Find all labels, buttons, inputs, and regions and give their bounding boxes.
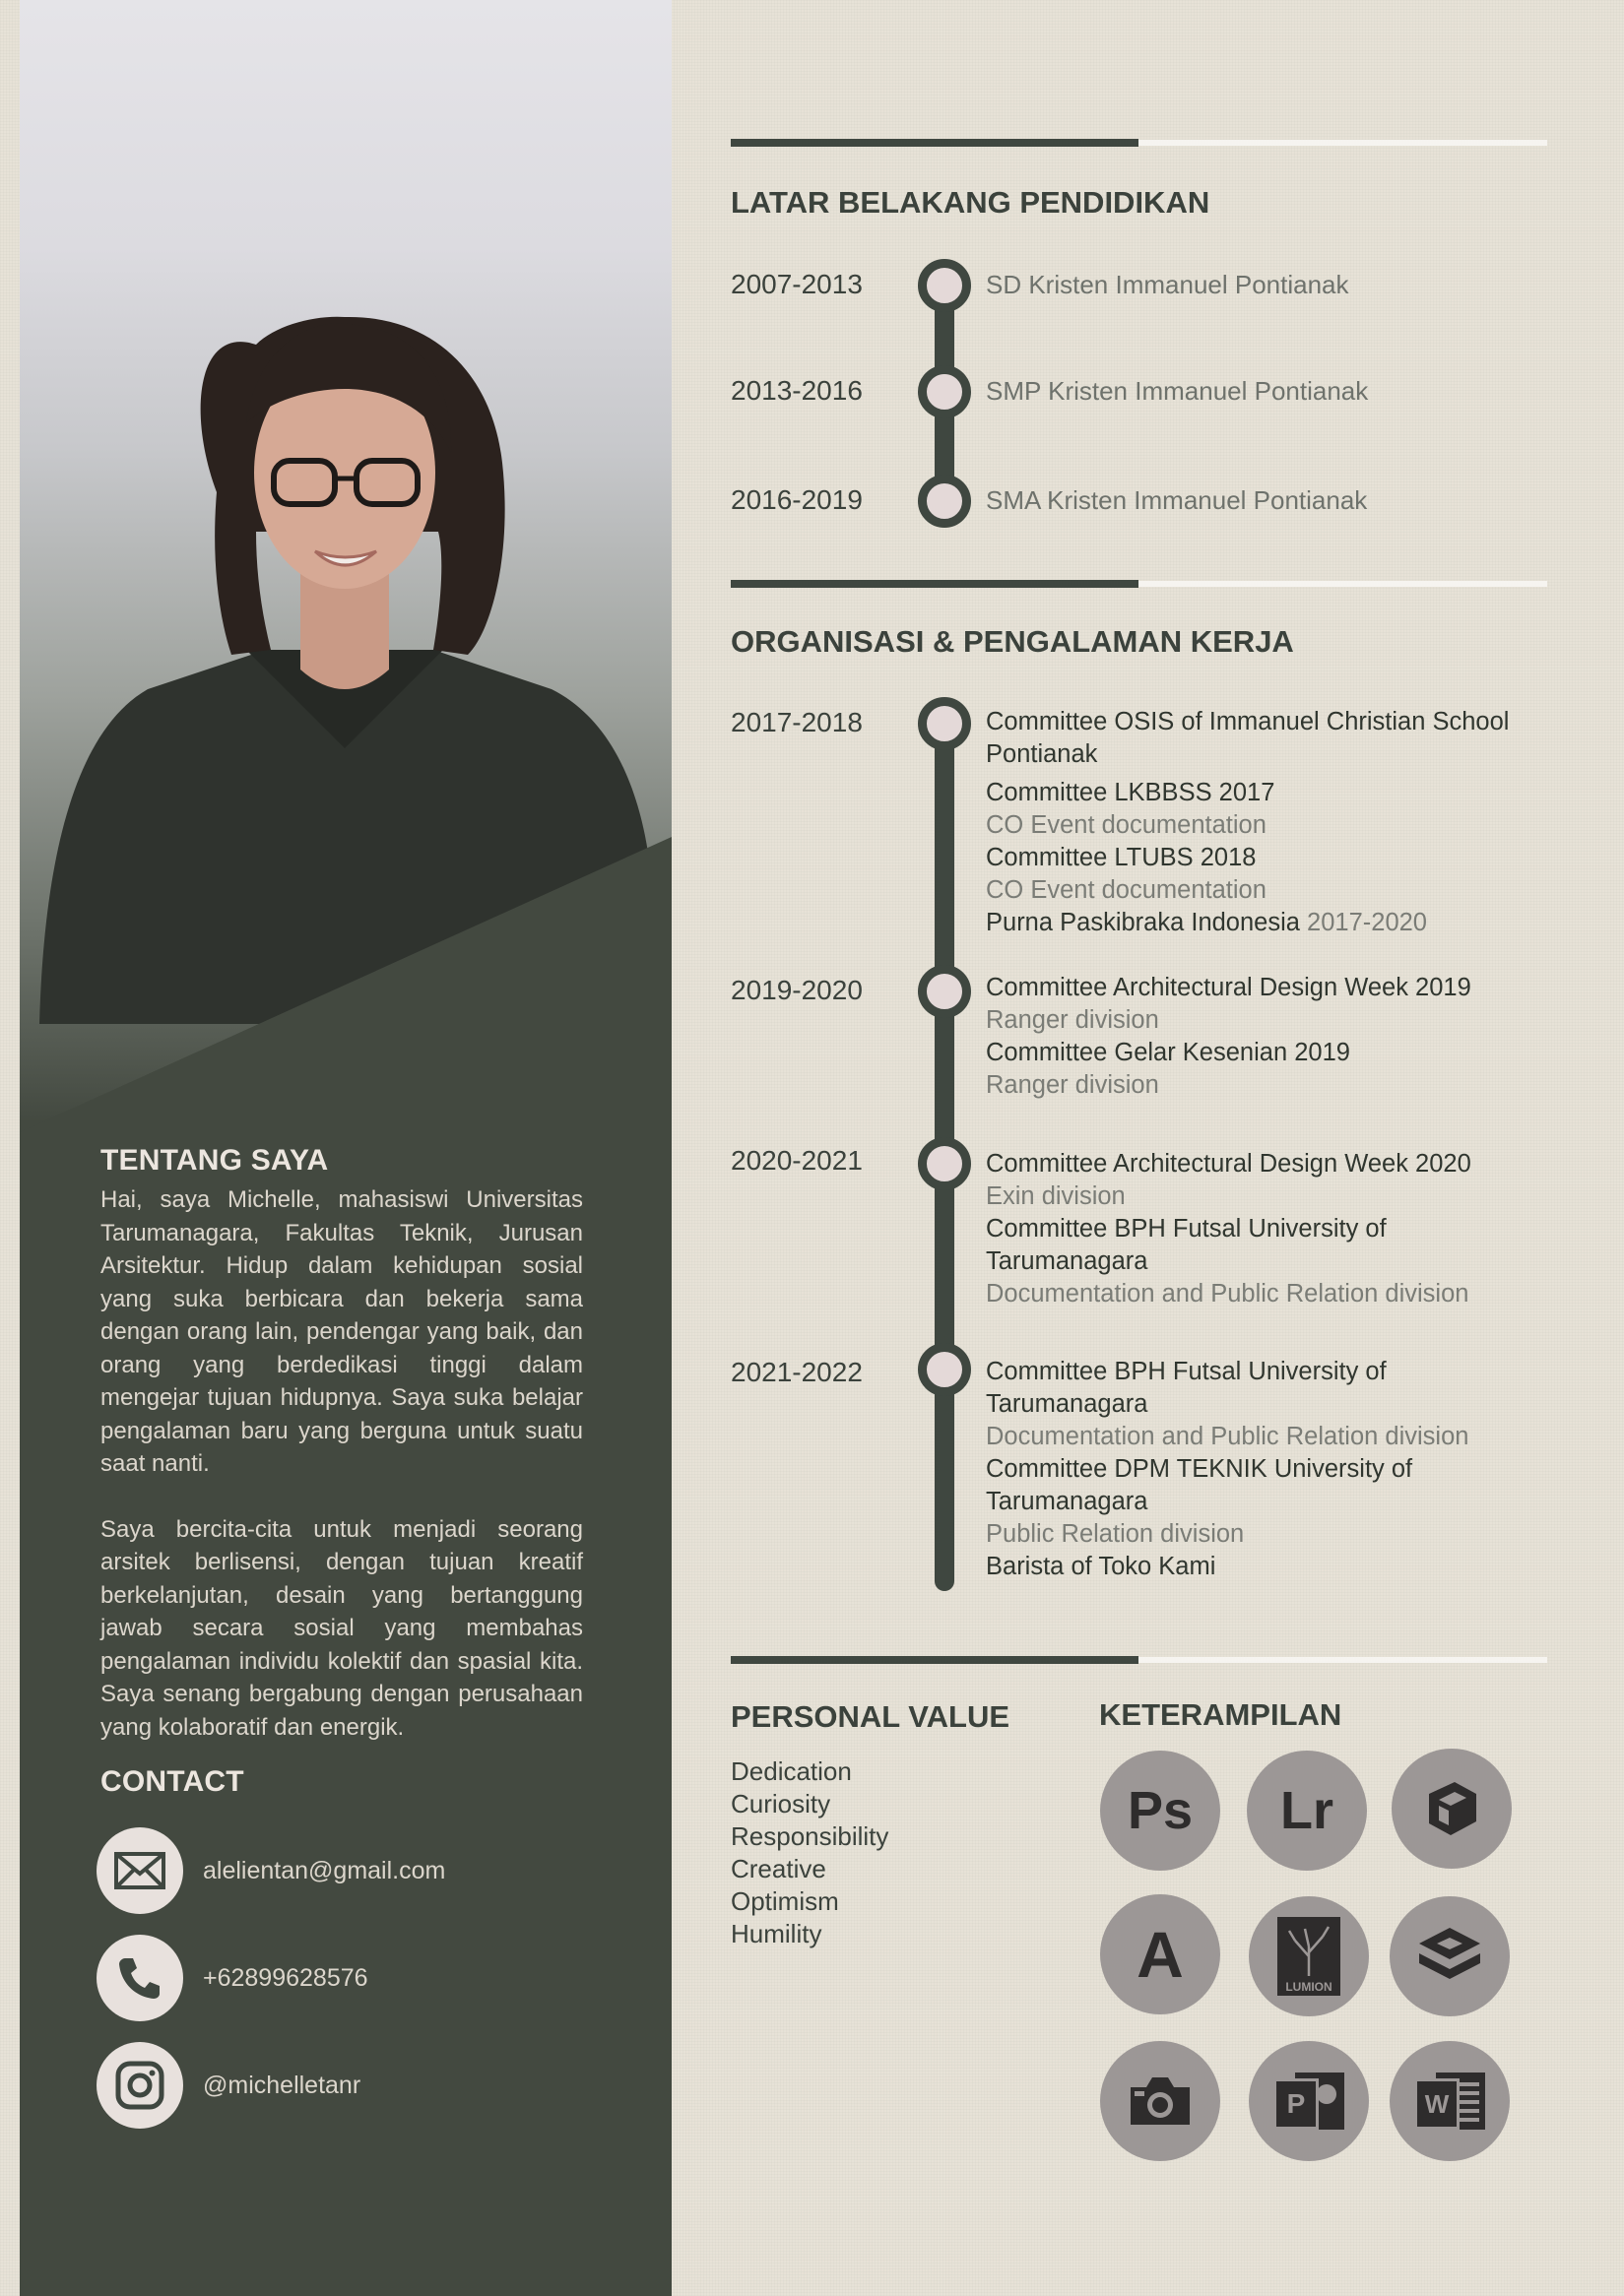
education-school: SMP Kristen Immanuel Pontianak [986, 376, 1369, 406]
enscape-icon [1390, 1896, 1510, 2016]
org-entry: Purna Paskibraka Indonesia [986, 909, 1300, 936]
org-role: Ranger division [986, 1006, 1159, 1034]
org-entry: Committee LTUBS 2018 [986, 844, 1257, 871]
org-role: Exin division [986, 1182, 1126, 1210]
org-entry: Committee LKBBSS 2017 [986, 779, 1275, 806]
value-item: Dedication [731, 1756, 852, 1786]
organization-year: 2020-2021 [731, 1145, 863, 1176]
org-role: CO Event documentation [986, 811, 1267, 839]
organization-year: 2017-2018 [731, 707, 863, 737]
lumion-icon: LUMION [1249, 1896, 1369, 2016]
org-role: Public Relation division [986, 1520, 1245, 1548]
timeline-node [918, 259, 971, 312]
mail-icon [97, 1827, 183, 1914]
org-role: Documentation and Public Relation division [986, 1280, 1469, 1307]
photoshop-icon: Ps [1100, 1751, 1220, 1871]
org-entry: Committee Architectural Design Week 2019 [986, 974, 1471, 1001]
org-entry: Committee Architectural Design Week 2020 [986, 1150, 1471, 1178]
org-role: Ranger division [986, 1071, 1159, 1099]
org-entry: Tarumanagara [986, 1390, 1148, 1418]
archicad-icon: A [1100, 1894, 1220, 2014]
org-entry: Committee BPH Futsal University of [986, 1215, 1387, 1243]
org-entry: Committee OSIS of Immanuel Christian School [986, 708, 1510, 735]
profile-photo [20, 0, 672, 1122]
value-item: Creative [731, 1854, 826, 1883]
timeline-node [918, 965, 971, 1018]
contact-email-text: alelientan@gmail.com [203, 1856, 446, 1884]
education-year: 2013-2016 [731, 375, 863, 406]
timeline-node [918, 365, 971, 418]
timeline-node [918, 697, 971, 750]
org-entry: Committee DPM TEKNIK University of [986, 1455, 1413, 1483]
organization-group-2020 [986, 1148, 1547, 1310]
divider-values [731, 1656, 1547, 1664]
timeline-node [918, 1137, 971, 1190]
org-entry: Tarumanagara [986, 1488, 1148, 1515]
powerpoint-icon: P [1249, 2041, 1369, 2161]
organization-title: ORGANISASI & PENGALAMAN KERJA [731, 624, 1294, 659]
personal-value-list [731, 1755, 888, 1950]
organization-group-2019 [986, 972, 1547, 1102]
contact-title: CONTACT [100, 1765, 244, 1798]
divider-education [731, 139, 1547, 147]
organization-year: 2021-2022 [731, 1357, 863, 1387]
contact-phone[interactable] [97, 1935, 368, 2021]
value-item: Optimism [731, 1886, 839, 1916]
organization-year: 2019-2020 [731, 975, 863, 1005]
contact-instagram[interactable] [97, 2042, 360, 2129]
organization-group-2021 [986, 1356, 1547, 1583]
value-item: Curiosity [731, 1789, 831, 1818]
org-entry: Committee BPH Futsal University of [986, 1358, 1387, 1385]
instagram-icon [97, 2042, 183, 2129]
education-school: SD Kristen Immanuel Pontianak [986, 270, 1349, 299]
education-title: LATAR BELAKANG PENDIDIKAN [731, 185, 1210, 220]
word-icon: W [1390, 2041, 1510, 2161]
phone-icon [97, 1935, 183, 2021]
about-section [100, 1144, 583, 1799]
contact-email[interactable] [97, 1827, 445, 1914]
personal-value-title: PERSONAL VALUE [731, 1699, 1010, 1734]
divider-organization [731, 580, 1547, 588]
org-entry: Committee Gelar Kesenian 2019 [986, 1039, 1350, 1066]
about-paragraph-2: Saya bercita-cita untuk menjadi seorang arsitek berlisensi, dengan tujuan kreatif berkelanjutan, desain yang bertanggung jawab secara sosial yang membahas pengalaman individu kolektif dan spasial kita. Saya senang bergabung dengan perusahaan yang kolaboratif dan energik. [100, 1515, 583, 1741]
org-entry: Barista of Toko Kami [986, 1553, 1216, 1580]
about-paragraph-1: Hai, saya Michelle, mahasiswi Universitas Tarumanagara, Fakultas Teknik, Jurusan Arsitektur. Hidup dalam kehidupan sosial yang suka berbicara dan bekerja sama dengan orang lain, pendengar yang baik, dan orang yang berdedikasi tinggi dalam mengejar tujuan hidupnya. Saya suka belajar pengalaman baru yang berguna untuk suatu saat nanti. [100, 1186, 583, 1477]
org-role: Documentation and Public Relation division [986, 1423, 1469, 1450]
org-entry: Tarumanagara [986, 1247, 1148, 1275]
organization-group-2017 [986, 706, 1547, 939]
lightroom-icon: Lr [1247, 1751, 1367, 1871]
contact-instagram-text: @michelletanr [203, 2071, 361, 2099]
camera-icon [1100, 2041, 1220, 2161]
sketchup-icon [1392, 1749, 1512, 1869]
skills-title: KETERAMPILAN [1099, 1697, 1342, 1732]
about-title: TENTANG SAYA [100, 1144, 329, 1177]
org-period: 2017-2020 [1299, 909, 1427, 936]
value-item: Humility [731, 1919, 822, 1948]
org-role: CO Event documentation [986, 876, 1267, 904]
education-year: 2007-2013 [731, 269, 863, 299]
timeline-node [918, 475, 971, 528]
education-school: SMA Kristen Immanuel Pontianak [986, 485, 1368, 515]
education-year: 2016-2019 [731, 484, 863, 515]
timeline-node [918, 1343, 971, 1396]
value-item: Responsibility [731, 1821, 889, 1851]
org-entry: Pontianak [986, 740, 1098, 768]
contact-phone-text: +62899628576 [203, 1963, 368, 1992]
